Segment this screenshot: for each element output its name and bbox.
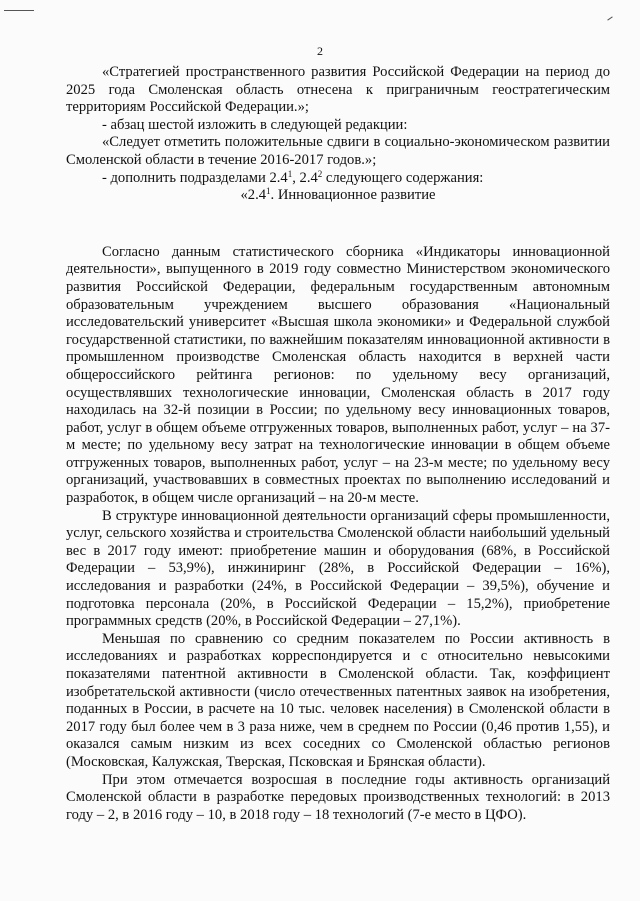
add-line-prefix: - дополнить подразделами 2.4 <box>102 169 288 186</box>
paragraph-indicators: Согласно данным статистического сборника «Индикаторы инновационной деятельности», выпущенного в 2019 году совместно Министерством экономического развития Российской Федерации, федеральным государственным автономным образовательным учреждением высшего образования «Национальный исследовательский университет «Высшая школа экономики» и Федеральной службой государственной статистики, по важнейшим показателям инновационной активности в промышленном производстве Смоленская область находится в верхней части общероссийского рейтинга регионов: по удельному весу организаций, осуществлявших технологические инновации, Смоленская область в 2017 году находилась на 32-й позиции в России; по удельному весу инновационных товаров, работ, услуг в общем объеме отгруженных товаров, выполненных работ, услуг – на 37-м месте; по удельному весу затрат на технологические инновации в общем объеме отгруженных товаров, выполненных работ, услуг – на 23-м месте; по удельному весу организаций, участвовавших в совместных проектах по выполнению исследований и разработок, в общем числе организаций – на 20-м месте. <box>66 243 610 507</box>
paragraph-strategy-quote: «Стратегией пространственного развития Российской Федерации на период до 2025 года Смоленская область отнесена к приграничным геостратегическим территориям Российской Федерации.»; <box>66 64 610 116</box>
paragraph-instruction: - абзац шестой изложить в следующей редакции: <box>102 116 408 133</box>
paragraph-add-subsections <box>66 170 610 188</box>
document-body <box>66 64 610 824</box>
paragraph-technologies: При этом отмечается возросшая в последние годы активность организаций Смоленской области в разработке передовых производственных технологий: в 2013 году – 2, в 2016 году – 10, в 2018 году – 18 технологий (7-е место в ЦФО). <box>66 771 610 823</box>
page-number: 2 <box>317 44 323 58</box>
scan-mark <box>607 16 612 20</box>
heading-prefix: «2.4 <box>240 187 267 204</box>
add-line-suffix: следующего содержания: <box>322 169 484 186</box>
superscript: 1 <box>287 168 293 179</box>
scan-mark <box>4 10 34 11</box>
add-line-middle: , 2.4 <box>292 169 318 186</box>
heading-title: . Инновационное развитие <box>270 187 436 204</box>
paragraph-patents: Меньшая по сравнению со средним показателем по России активность в исследованиях и разработках корреспондируется и с относительно невысокими показателями патентной активности в Смоленской области. Так, коэффициент изобретательской активности (число отечественных патентных заявок на изобретения, поданных в России, в расчете на 10 тыс. человек населения) в Смоленской области в 2017 году был более чем в 3 раза ниже, чем в среднем по России (0,46 против 1,55), и оказался самым низким из всех соседних со Смоленской областью регионов (Московская, Калужская, Тверская, Псковская и Брянская области). <box>66 630 610 770</box>
section-heading <box>66 187 610 205</box>
paragraph-shifts-quote: «Следует отметить положительные сдвиги в социально-экономическом развитии Смоленской области в течение 2016-2017 годов.»; <box>66 134 610 168</box>
superscript: 2 <box>317 168 323 179</box>
superscript: 1 <box>266 186 271 197</box>
paragraph-structure: В структуре инновационной деятельности организаций сферы промышленности, услуг, сельского хозяйства и строительства Смоленской области наибольший удельный вес в 2017 году имеют: приобретение машин и оборудования (68%, в Российской Федерации – 53,9%), инжиниринг (28%, в Российской Федерации – 16%), исследования и разработки (24%, в Российской Федерации – 39,5%), обучение и подготовка персонала (20%, в Российской Федерации – 15,2%), приобретение программных средств (20%, в Российской Федерации – 27,1%). <box>66 507 610 630</box>
